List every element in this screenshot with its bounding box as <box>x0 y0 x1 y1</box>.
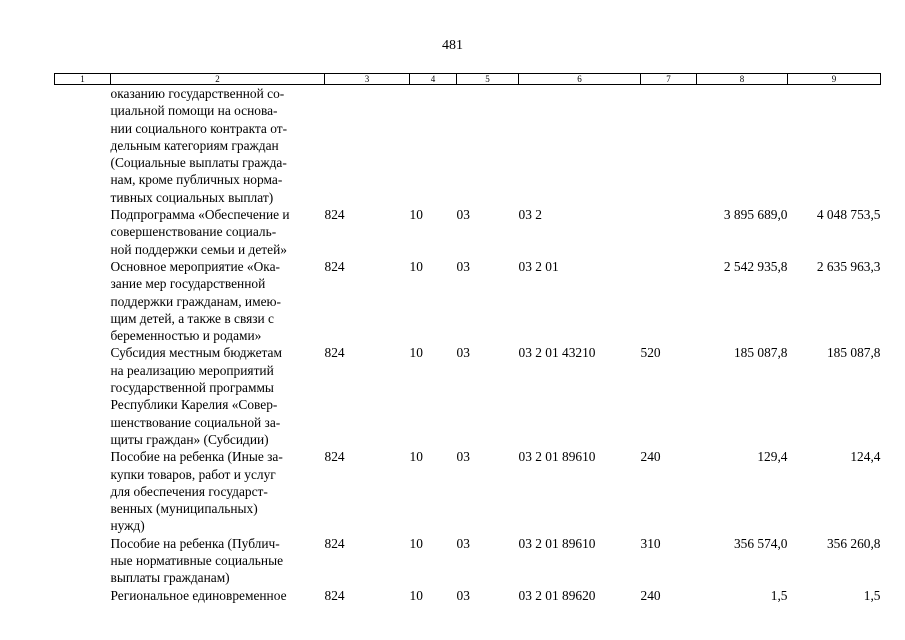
budget-item-name: Подпрограмма «Обеспечение и совершенствование социаль- ной поддержки семьи и детей» <box>110 207 290 257</box>
amount-year-2: 356 260,8 <box>826 535 881 551</box>
subsection-code: 03 <box>456 258 470 274</box>
amount-year-1: 2 542 935,8 <box>723 258 788 274</box>
subsection-code: 03 <box>456 345 470 361</box>
budget-item-name: Региональное единовременное <box>110 587 287 603</box>
budget-table <box>54 73 881 604</box>
amount-year-1: 1,5 <box>770 587 788 603</box>
section-code: 10 <box>409 258 423 274</box>
ministry-code: 824 <box>324 207 345 223</box>
row-spacer-cell <box>55 535 111 587</box>
subsection-code: 03 <box>456 587 470 603</box>
section-code <box>410 85 457 207</box>
row-spacer-cell <box>55 258 111 344</box>
expense-type-code: 240 <box>640 587 661 603</box>
expense-type-code: 310 <box>640 535 661 551</box>
section-code: 10 <box>409 535 423 551</box>
expense-type-code <box>641 85 697 207</box>
table-row <box>55 448 881 534</box>
amount-year-1: 356 574,0 <box>733 535 788 551</box>
amount-year-2: 124,4 <box>850 449 881 465</box>
column-number-header <box>55 74 881 85</box>
target-article-code: 03 2 01 89610 <box>518 449 596 465</box>
target-article-code <box>519 85 641 207</box>
subsection-code <box>457 85 519 207</box>
amount-year-2: 185 087,8 <box>826 345 881 361</box>
section-code: 10 <box>409 587 423 603</box>
table-row <box>55 85 881 207</box>
col-6-header: 6 <box>519 74 641 85</box>
amount-year-1: 185 087,8 <box>733 345 788 361</box>
table-row <box>55 587 881 604</box>
budget-item-name: Субсидия местным бюджетам на реализацию мероприятий государственной программы Республики Карелия «Совер- шенствование социальной за- щиты граждан» (Субсидии) <box>110 345 282 447</box>
section-code: 10 <box>409 345 423 361</box>
subsection-code: 03 <box>456 449 470 465</box>
ministry-code: 824 <box>324 535 345 551</box>
expense-type-code <box>641 258 697 344</box>
col-2-header: 2 <box>111 74 325 85</box>
expense-type-code: 520 <box>640 345 661 361</box>
expense-type-code <box>641 206 697 258</box>
ministry-code: 824 <box>324 258 345 274</box>
ministry-code: 824 <box>324 587 345 603</box>
amount-year-2 <box>788 85 881 207</box>
ministry-code: 824 <box>324 449 345 465</box>
table-row <box>55 258 881 344</box>
row-spacer-cell <box>55 85 111 207</box>
amount-year-1: 3 895 689,0 <box>723 207 788 223</box>
col-5-header: 5 <box>457 74 519 85</box>
row-spacer-cell <box>55 587 111 604</box>
table-row <box>55 344 881 448</box>
table-body <box>55 85 881 604</box>
budget-item-name: Основное мероприятие «Ока- зание мер государственной поддержки гражданам, имею- щим детей, а также в связи с беременностью и родами» <box>110 258 281 344</box>
subsection-code: 03 <box>456 535 470 551</box>
ministry-code <box>325 85 410 207</box>
col-4-header: 4 <box>410 74 457 85</box>
col-1-header: 1 <box>55 74 111 85</box>
table-row <box>55 206 881 258</box>
target-article-code: 03 2 <box>518 207 542 223</box>
row-spacer-cell <box>55 448 111 534</box>
budget-item-name: Пособие на ребенка (Иные за- купки товаров, работ и услуг для обеспечения государст- венных (муниципальных) нужд) <box>110 449 283 534</box>
budget-item-name: Пособие на ребенка (Публич- ные нормативные социальные выплаты гражданам) <box>110 535 284 586</box>
target-article-code: 03 2 01 89610 <box>518 535 596 551</box>
col-7-header: 7 <box>641 74 697 85</box>
row-spacer-cell <box>55 344 111 448</box>
amount-year-2: 2 635 963,3 <box>816 258 881 274</box>
amount-year-2: 1,5 <box>863 587 881 603</box>
amount-year-1: 129,4 <box>757 449 788 465</box>
row-spacer-cell <box>55 206 111 258</box>
ministry-code: 824 <box>324 345 345 361</box>
expense-type-code: 240 <box>640 449 661 465</box>
target-article-code: 03 2 01 89620 <box>518 587 596 603</box>
section-code: 10 <box>409 207 423 223</box>
amount-year-2: 4 048 753,5 <box>816 207 881 223</box>
subsection-code: 03 <box>456 207 470 223</box>
target-article-code: 03 2 01 <box>518 258 559 274</box>
target-article-code: 03 2 01 43210 <box>518 345 596 361</box>
table-row <box>55 535 881 587</box>
section-code: 10 <box>409 449 423 465</box>
page-number: 481 <box>442 38 463 53</box>
col-9-header: 9 <box>788 74 881 85</box>
amount-year-1 <box>697 85 788 207</box>
budget-item-name: оказанию государственной со- циальной помощи на основа- нии социального контракта от- дельным категориям граждан (Социальные выплаты гражда- нам, кроме публичных норма- тивных социальных выплат) <box>110 86 288 205</box>
col-3-header: 3 <box>325 74 410 85</box>
col-8-header: 8 <box>697 74 788 85</box>
